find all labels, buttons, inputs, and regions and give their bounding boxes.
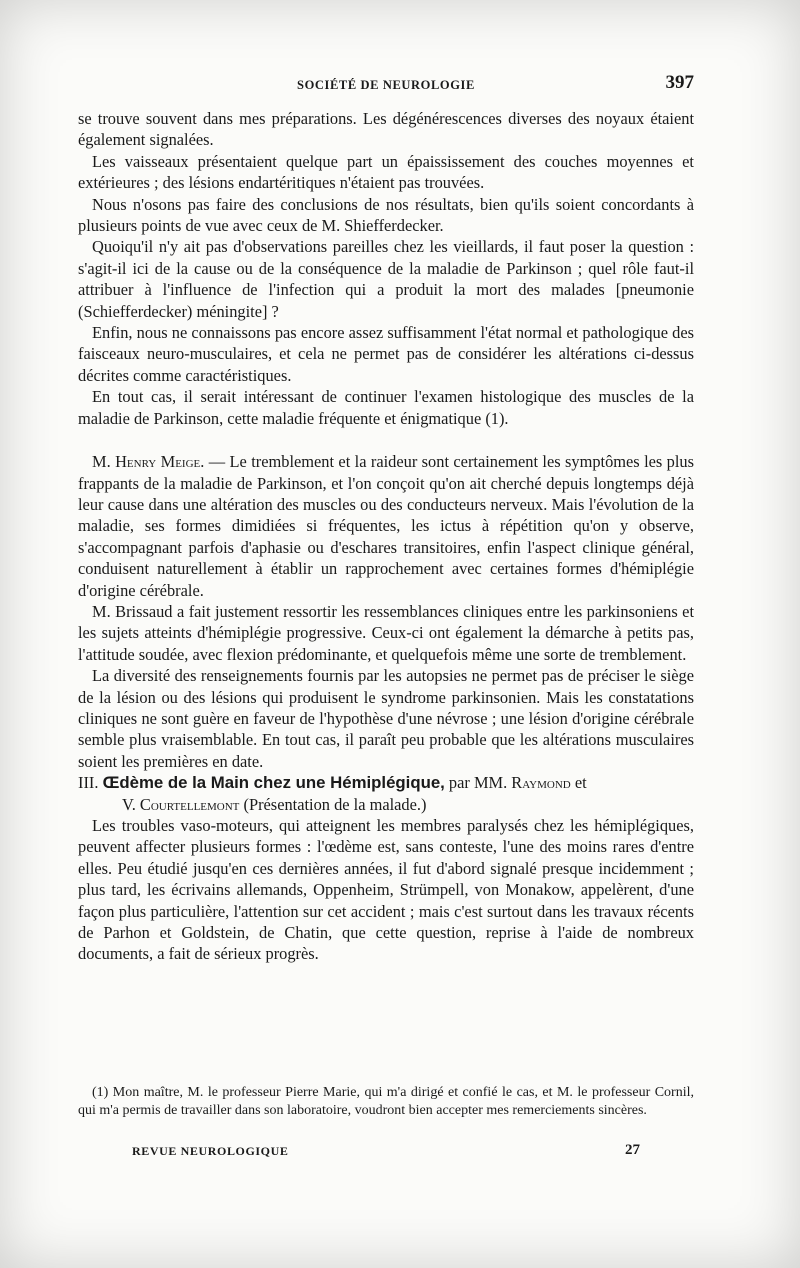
- running-title: SOCIÉTÉ DE NEUROLOGIE: [297, 78, 475, 92]
- page-number: 397: [665, 72, 694, 93]
- paragraph: La diversité des renseignements fournis par les autopsies ne permet pas de préciser le siège de la lésion ou des lésions qui produisent le syndrome parkinsonien. Mais les constatations cliniques ne sont guère en faveur de l'hypothèse d'une névrose ; une lésion d'origine cérébrale semble plus vraisemblable. En tout cas, il paraît peu probable que les altérations musculaires soient les premières en date.: [78, 666, 694, 771]
- meige-text: — Le tremblement et la raideur sont certainement les symptômes les plus frappants de la maladie de Parkinson, et l'on conçoit qu'on ait cherché depuis longtemps déjà leur cause dans une altération des muscles ou des conducteurs nerveux. Mais l'évolution de la maladie, ses formes dimidiées si fréquentes, les ictus à répétition qu'on y observe, s'accompagnant parfois d'aphasie ou d'eschares transitoires, enfin l'aspect clinique général, conduisent naturellement à établir un rapprochement avec certaines formes d'hémiplégie d'origine cérébrale.: [78, 452, 694, 600]
- signature-mark: 27: [625, 1142, 640, 1158]
- article-number: III.: [78, 773, 99, 793]
- footnote: [78, 1084, 694, 1120]
- paragraph: Enfin, nous ne connaissons pas encore assez suffisamment l'état normal et pathologique des faisceaux neuro-musculaires, et cela ne permet pas de considérer les altérations ci-dessus décrites comme caractéristiques.: [78, 323, 694, 385]
- article-by: par MM.: [444, 773, 512, 793]
- journal-name: REVUE NEUROLOGIQUE: [132, 1144, 289, 1158]
- speaker-name: M. Henry Meige.: [92, 452, 205, 472]
- author-name: V. Courtellemont: [122, 794, 240, 814]
- author-name: Raymond: [511, 773, 571, 793]
- paragraph: Les troubles vaso-moteurs, qui atteignent les membres paralysés chez les hémiplégiques, peuvent affecter plusieurs formes : l'œdème est, sans conteste, l'une des moins rares d'entre elles. Peu étudié jusqu'en ces dernières années, il fut d'abord signalé presque incidemment ; plus tard, les écrivains allemands, Oppenheim, Strümpell, von Monakow, appelèrent, d'une façon plus particulière, l'attention sur cet accident ; mais c'est surtout dans les travaux récents de Parhon et Goldstein, de Chatin, que cette question, reprise à l'aide de nombreux documents, a fait de sérieux progrès.: [78, 816, 694, 964]
- footnote-text: (1) Mon maître, M. le professeur Pierre Marie, qui m'a dirigé et confié le cas, et M. le professeur Cornil, qui m'a permis de travailler dans son laboratoire, voudront bien accepter mes remerciements sincères.: [78, 1085, 694, 1118]
- article-note: (Présentation de la malade.): [239, 794, 427, 814]
- paragraph: En tout cas, il serait intéressant de continuer l'examen histologique des muscles de la maladie de Parkinson, cette maladie fréquente et énigmatique (1).: [78, 387, 694, 428]
- paragraph: se trouve souvent dans mes préparations. Les dégénérescences diverses des noyaux étaient également signalées.: [78, 109, 694, 150]
- body-text: [78, 108, 694, 965]
- paragraph: Les vaisseaux présentaient quelque part un épaississement des couches moyennes et extérieures ; des lésions endartéritiques n'étaient pas trouvées.: [78, 151, 694, 193]
- paragraph: Nous n'osons pas faire des conclusions de nos résultats, bien qu'ils soient concordants à plusieurs points de vue avec ceux de M. Shiefferdecker.: [78, 194, 694, 236]
- article-and: et: [570, 773, 587, 793]
- running-head: [78, 72, 694, 98]
- article-heading: [78, 772, 694, 815]
- page-footer: [132, 1142, 640, 1164]
- paragraph: Quoiqu'il n'y ait pas d'observations pareilles chez les vieillards, il faut poser la question : s'agit-il ici de la cause ou de la conséquence de la maladie de Parkinson ; quel rôle faut-il attribuer à l'influence de l'infection qui a produit la mort des malades [pneumonie (Schiefferdecker) méningite] ?: [78, 237, 694, 321]
- paragraph: M. Brissaud a fait justement ressortir les ressemblances cliniques entre les parkinsoniens et les sujets atteints d'hémiplégie progressive. Ceux-ci ont également la démarche à petits pas, l'attitude soudée, avec flexion prédominante, et quelquefois même une sorte de tremblement.: [78, 601, 694, 664]
- article-title: Œdème de la Main chez une Hémiplégique,: [102, 773, 445, 793]
- article-heading-line2: [78, 794, 694, 815]
- meige-paragraph: [78, 451, 694, 601]
